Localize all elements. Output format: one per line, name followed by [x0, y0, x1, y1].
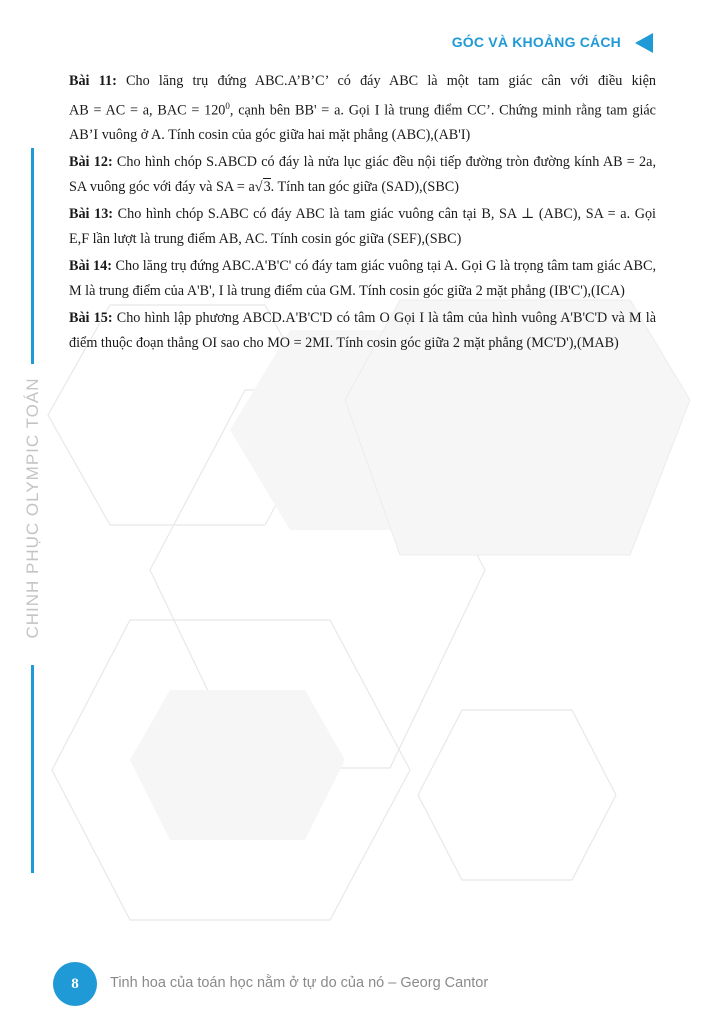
triangle-left-icon	[633, 32, 655, 54]
math-expression: (SEF),(SBC)	[387, 230, 462, 247]
problem-text: , I là trung điểm của GM. Tính cosin góc giữa 2 mặt phẳng	[211, 282, 550, 299]
math-expression: BB' = a	[295, 102, 341, 119]
problem-text: . Tính cosin góc giữa 2 mặt phẳng	[329, 334, 527, 351]
math-expression: MO = 2MI	[267, 334, 330, 351]
math-expression: (ABC),(AB'I)	[391, 126, 471, 143]
problem-text: . Tính cosin góc giữa	[264, 230, 388, 247]
math-expression: SA = a	[585, 206, 627, 223]
problem-text: có tâm O Gọi I là tâm của hình vuông	[332, 310, 561, 327]
problem-text: . Gọi E,F lần lượt là trung điểm	[69, 206, 656, 247]
math-expression: ABCD.A'B'C'D	[242, 310, 333, 327]
math-expression: (MC'D'),(MAB)	[526, 334, 619, 351]
math-expression: A'B'	[186, 282, 212, 299]
problem-text: Cho lăng trụ đứng	[116, 73, 255, 89]
side-accent-line-bottom	[31, 665, 34, 873]
math-expression: ABC.A’B’C’	[254, 73, 329, 89]
side-accent-line-top	[31, 148, 34, 364]
problem-text: , SA vuông góc với đáy và	[69, 154, 656, 195]
problem-text: . Tính tan góc giữa	[270, 178, 382, 195]
hexagon-outline	[418, 710, 616, 880]
problem-13	[69, 202, 656, 251]
problem-text: và M là điểm thuộc đoạn thẳng OI sao cho	[69, 310, 656, 351]
problem-text: có đáy tam giác vuông tại A. Gọi G là trọng tâm tam giác ABC, M là trung điểm của	[69, 258, 656, 299]
problem-15	[69, 306, 656, 355]
problem-text: . Gọi I là trung điểm CC’. Chứng minh rằng tam giác AB’I vuông ở A. Tính cosin của góc giữa hai mặt phẳng	[69, 102, 656, 143]
page-number-badge	[53, 962, 97, 1006]
problem-12	[69, 150, 656, 199]
problem-11	[69, 69, 656, 147]
problem-text: Cho lăng trụ đứng	[111, 258, 222, 275]
problem-text: , cạnh bên	[229, 102, 296, 119]
math-expression: AB, AC	[218, 230, 265, 247]
side-vertical-title: CHINH PHỤC OLYMPIC TOÁN	[23, 377, 42, 639]
math-expression: AB = 2a	[602, 154, 653, 171]
math-expression: ABC.A'B'C'	[221, 258, 292, 275]
problem-text: Cho hình chóp S.ABC có đáy ABC là tam giác vuông cân tại B,	[113, 206, 499, 223]
problem-label: Bài 13:	[69, 206, 114, 223]
problem-label: Bài 11:	[69, 73, 117, 89]
footer-quote: Tinh hoa của toán học nằm ở tự do của nó – Georg Cantor	[110, 975, 489, 991]
math-expression: SA = a	[216, 178, 255, 195]
problem-text: Cho hình lập phương	[112, 310, 243, 327]
header-title: GÓC VÀ KHOẢNG CÁCH	[451, 34, 621, 50]
problem-14	[69, 254, 656, 303]
math-expression: (SAD),(SBC)	[381, 178, 459, 195]
math-expression: AB = AC = a, BAC = 120	[69, 102, 226, 119]
problem-list	[69, 69, 656, 358]
hexagon-fill	[130, 690, 345, 840]
problem-text: có đáy ABC là một tam giác cân với điều kiện	[328, 73, 656, 89]
problem-label: Bài 15:	[69, 310, 113, 327]
problem-text: ,	[577, 206, 586, 223]
math-expression: SA ⊥ (ABC)	[498, 206, 578, 223]
problem-text: Cho hình chóp S.ABCD có đáy là nửa lục giác đều nội tiếp đường tròn đường kính	[112, 154, 603, 171]
problem-label: Bài 12:	[69, 154, 113, 171]
math-expression: (IB'C'),(ICA)	[549, 282, 625, 299]
math-radicand: 3	[263, 178, 271, 195]
math-expression: A'B'C'D	[560, 310, 608, 327]
sqrt-icon: √	[254, 178, 263, 195]
math-superscript: 0	[225, 100, 230, 111]
problem-label: Bài 14:	[69, 258, 112, 275]
page-number: 8	[71, 975, 79, 992]
